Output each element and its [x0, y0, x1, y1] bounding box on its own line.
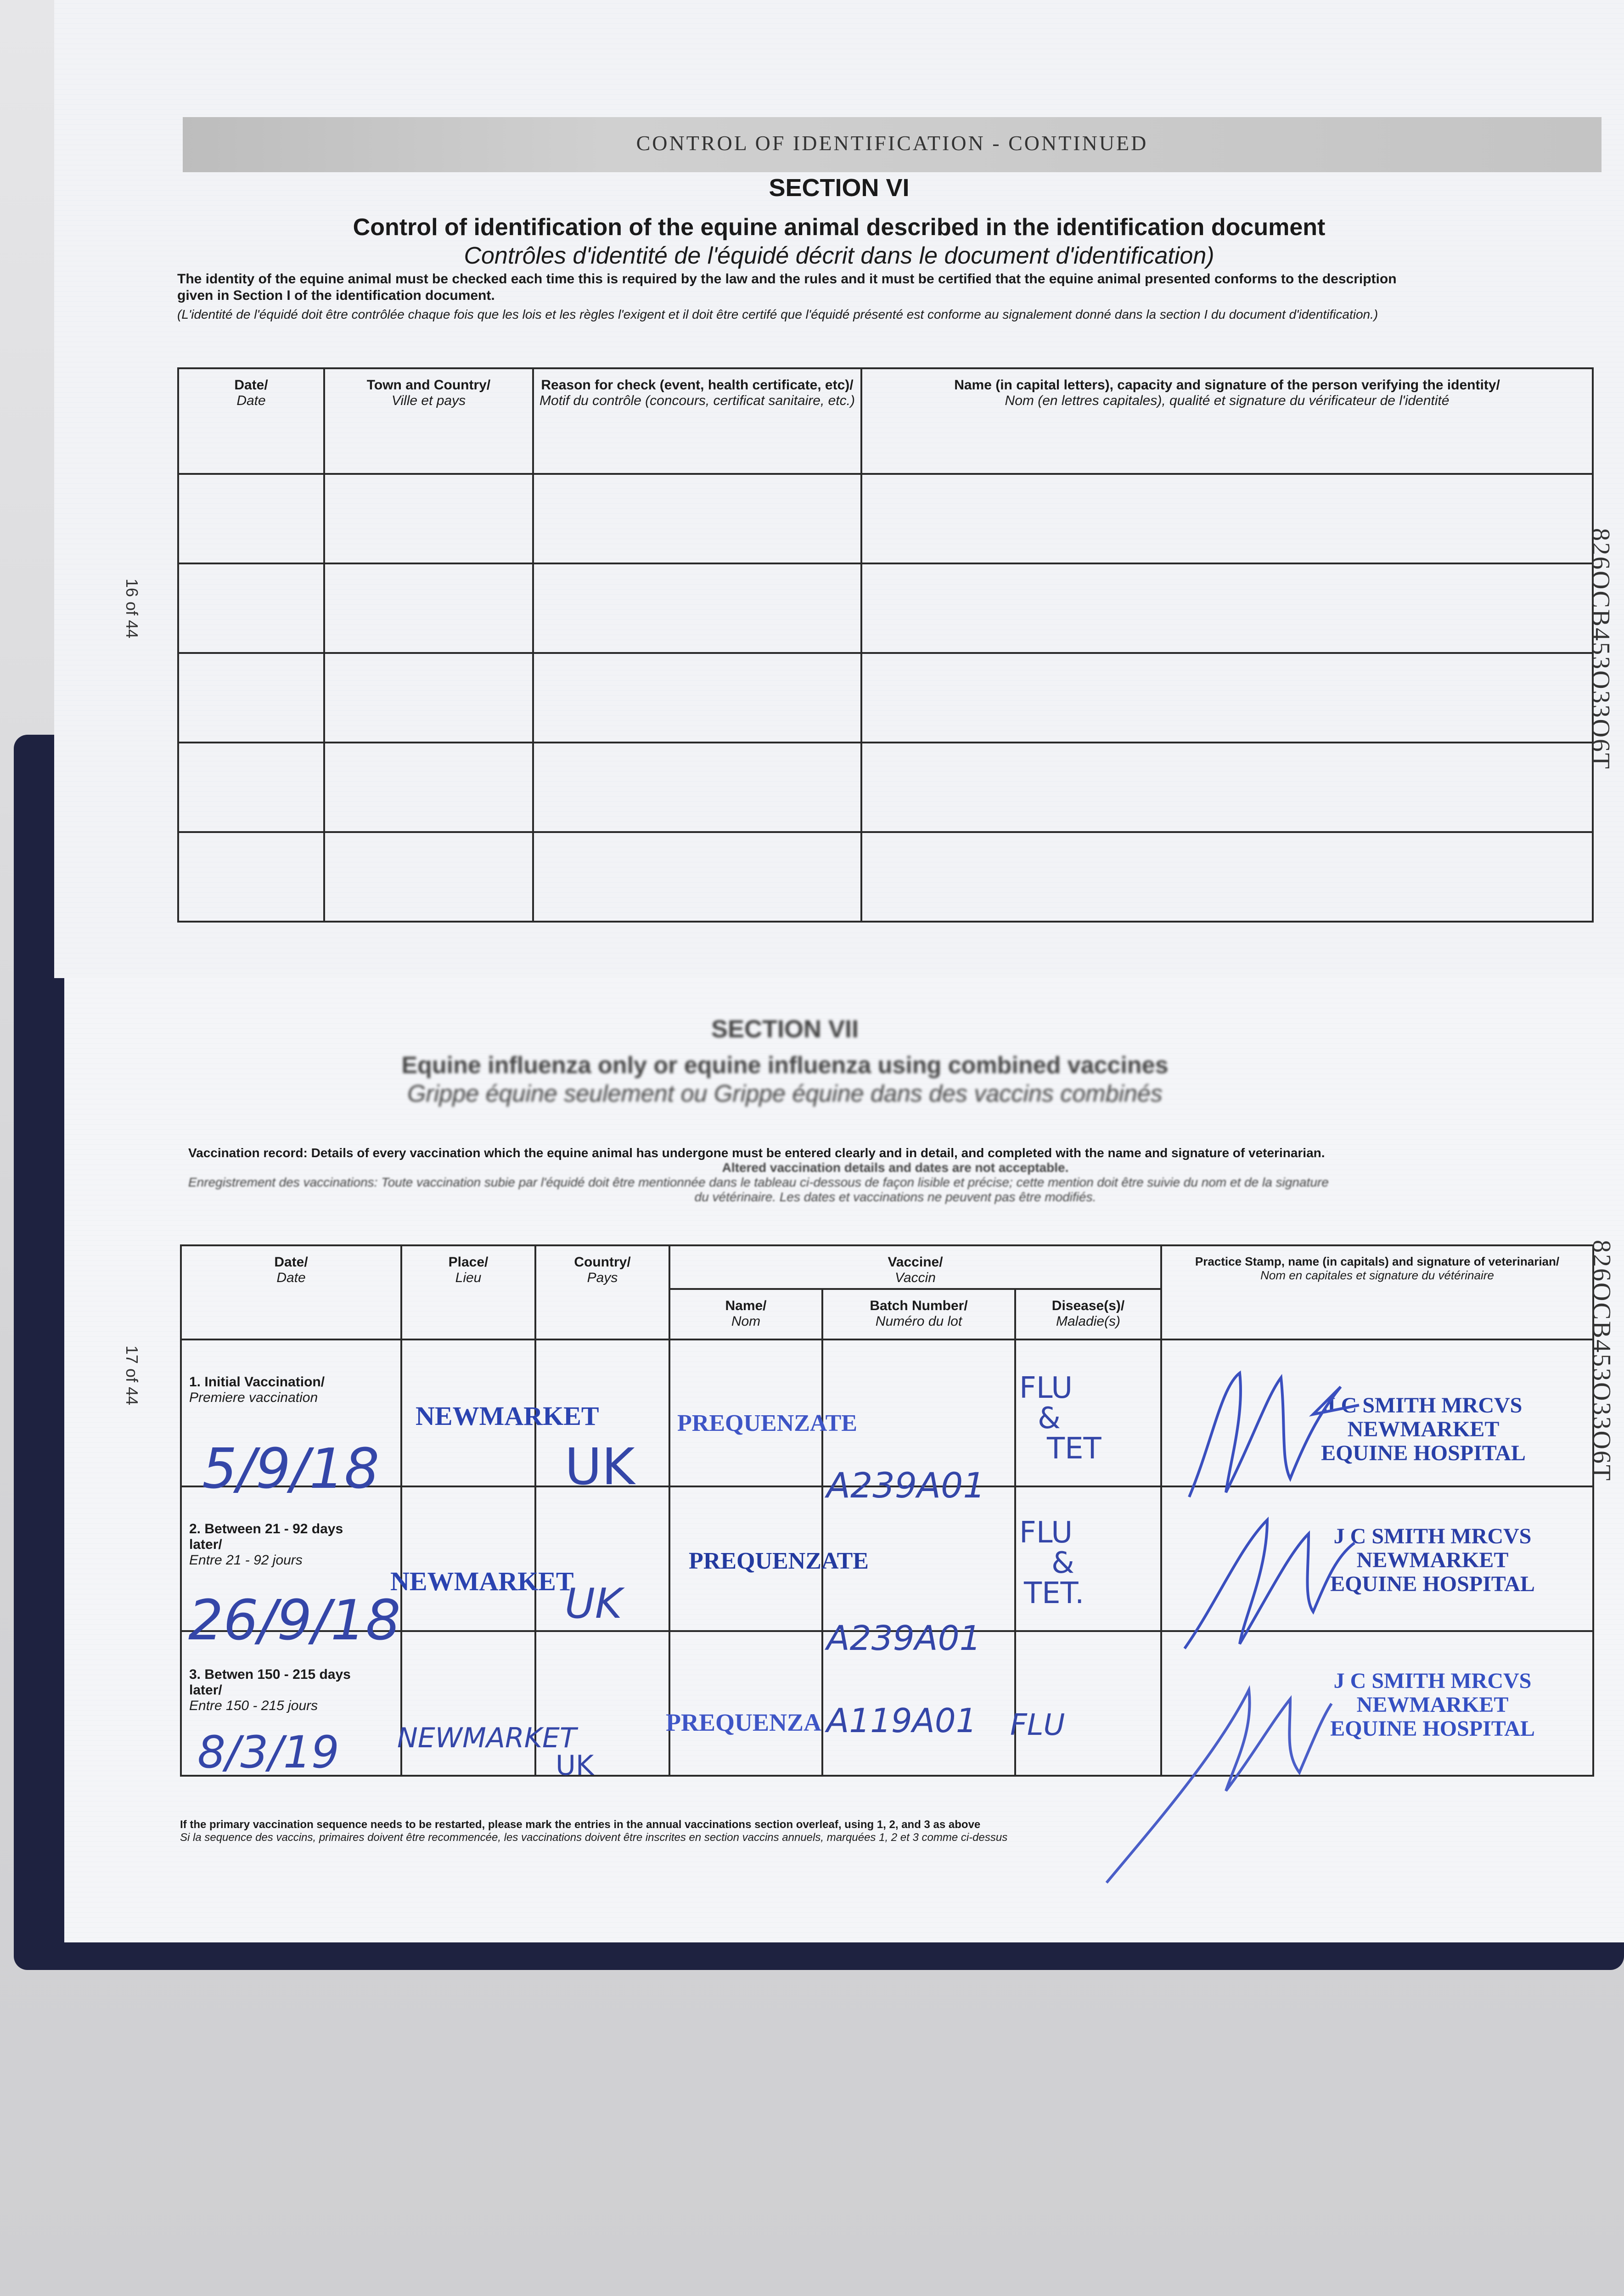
vh-disease-fr: Maladie(s) — [1056, 1314, 1121, 1329]
row-3-disease — [1010, 1708, 1065, 1742]
page-number: 17 of 44 — [123, 1345, 141, 1406]
col-date-fr: Date — [236, 393, 266, 408]
row-3-label-en: 3. Betwen 150 - 215 days later/ — [189, 1667, 351, 1698]
serial-number: 826OCB453O33O6T — [1586, 528, 1615, 771]
row-1-label-fr: Premiere vaccination — [189, 1390, 318, 1405]
row-1-stamp-line-3: EQUINE HOSPITAL — [1321, 1441, 1526, 1465]
vh-place-fr: Lieu — [455, 1270, 482, 1285]
vh-date — [181, 1245, 401, 1339]
record-en: Vaccination record: Details of every vaccination which the equine animal has undergone must be entered clearly and in detail, and completed with the name and signature of veterinarian. — [188, 1146, 1325, 1160]
row-3-stamp-line-2: NEWMARKET — [1356, 1693, 1509, 1717]
row-1-stamp-line-2: NEWMARKET — [1347, 1417, 1500, 1441]
row-2-disease-3: TET. — [1024, 1576, 1085, 1610]
table-header-row — [178, 368, 1593, 474]
section-title: SECTION VI — [769, 174, 910, 202]
section-subtitle-fr: Grippe équine seulement ou Grippe équine dans des vaccins combinés — [407, 1080, 1163, 1107]
intro-line-1: The identity of the equine animal must be checked each time this is required by the law and the rules and it must be certified that the equine animal presented conforms to the description — [177, 271, 1397, 287]
vh-vaccine — [669, 1245, 1161, 1289]
row-1-stamp-line-1: J C SMITH MRCVS — [1324, 1393, 1523, 1418]
vh-batch-en: Batch Number/ — [870, 1298, 968, 1313]
section-subtitle-fr: Contrôles d'identité de l'équidé décrit dans le document d'identification) — [464, 242, 1214, 269]
row-3-vaccine: PREQUENZA — [666, 1709, 822, 1736]
col-verifier-fr: Nom (en lettres capitales), qualité et signature du vérificateur de l'identité — [1005, 393, 1450, 408]
row-2-vaccine: PREQUENZATE — [689, 1548, 869, 1574]
row-3-vet-stamp — [1295, 1669, 1570, 1741]
vh-place — [401, 1245, 535, 1339]
col-reason-fr: Motif du contrôle (concours, certificat sanitaire, etc.) — [539, 393, 855, 408]
vh-name-fr: Nom — [731, 1314, 761, 1329]
row-2-stamp-line-3: EQUINE HOSPITAL — [1330, 1572, 1535, 1596]
section-banner — [183, 117, 1602, 172]
vaccination-record-note — [188, 1146, 1602, 1204]
row-1-label-en: 1. Initial Vaccination/ — [189, 1374, 325, 1390]
row-2-label — [189, 1521, 354, 1568]
vh-place-en: Place/ — [448, 1255, 489, 1270]
row-2-label-fr: Entre 21 - 92 jours — [189, 1553, 303, 1568]
vh-vaccine-en: Vaccine/ — [888, 1255, 943, 1270]
row-3-disease-1: FLU — [1010, 1708, 1065, 1742]
vh-name — [669, 1289, 822, 1339]
row-3-country: UK — [556, 1750, 594, 1782]
row-1-label — [189, 1374, 325, 1406]
page-16 — [54, 0, 1624, 978]
intro-line-2: given in Section I of the identification document. — [177, 288, 495, 303]
row-1-vaccine: PREQUENZATE — [677, 1410, 857, 1436]
vh-disease-en: Disease(s)/ — [1051, 1298, 1125, 1313]
row-2-stamp-line-1: J C SMITH MRCVS — [1333, 1524, 1532, 1548]
vh-batch — [822, 1289, 1015, 1339]
row-2-disease-2: & — [1051, 1546, 1074, 1580]
row-3-stamp-line-1: J C SMITH MRCVS — [1333, 1669, 1532, 1693]
row-2-date: 26/9/18 — [188, 1589, 401, 1653]
vh-practice-en: Practice Stamp, name (in capitals) and signature of veterinarian/ — [1195, 1255, 1560, 1268]
row-3-label — [189, 1667, 373, 1714]
vh-name-en: Name/ — [725, 1298, 767, 1313]
col-town-fr: Ville et pays — [391, 393, 466, 408]
row-1-disease-3: TET — [1047, 1432, 1101, 1466]
footer-note — [180, 1818, 1594, 1844]
vh-date-fr: Date — [276, 1270, 306, 1285]
vh-date-en: Date/ — [274, 1255, 308, 1270]
col-town — [324, 368, 533, 474]
col-town-en: Town and Country/ — [366, 377, 491, 393]
table-row — [178, 832, 1593, 922]
col-reason — [533, 368, 861, 474]
intro-text — [177, 271, 1610, 304]
record-fr-2: du vétérinaire. Les dates et vaccinations ne peuvent pas être modifiés. — [694, 1190, 1096, 1204]
row-2-batch: A239A01 — [826, 1619, 981, 1658]
vh-practice — [1161, 1245, 1593, 1339]
row-2-stamp-line-2: NEWMARKET — [1356, 1548, 1509, 1572]
row-1-signature — [1175, 1359, 1377, 1506]
col-reason-en: Reason for check (event, health certificate, etc)/ — [541, 377, 854, 393]
record-fr: Enregistrement des vaccinations: Toute vaccination subie par l'équidé doit être mentionnée dans le tableau ci-dessous de façon lisible et précise; cette mention doit être suivie du nom et de la signature — [188, 1175, 1329, 1189]
row-2-disease-1: FLU — [1019, 1516, 1073, 1550]
vh-disease — [1015, 1289, 1161, 1339]
footer-en: If the primary vaccination sequence needs to be restarted, please mark the entries in the annual vaccinations section overleaf, using 1, 2, and 3 as above — [180, 1818, 981, 1831]
page-17 — [64, 978, 1624, 1942]
row-2-label-en: 2. Between 21 - 92 days later/ — [189, 1521, 343, 1552]
vh-country — [535, 1245, 669, 1339]
row-3-place: NEWMARKET — [397, 1722, 577, 1754]
row-1-date: 5/9/18 — [202, 1437, 380, 1501]
row-3-label-fr: Entre 150 - 215 jours — [189, 1698, 318, 1713]
footer-fr: Si la sequence des vaccins, primaires doivent être recommencée, les vaccinations doivent être inscrites en section vaccins annuels, marquées 1, 2 et 3 comme ci-dessus — [180, 1831, 1008, 1844]
row-1-place: NEWMARKET — [416, 1401, 599, 1431]
vh-country-en: Country/ — [574, 1255, 631, 1270]
row-3-stamp-line-3: EQUINE HOSPITAL — [1330, 1716, 1535, 1741]
section-subtitle: Control of identification of the equine animal described in the identification document — [353, 214, 1326, 241]
intro-text-fr: (L'identité de l'équidé doit être contrôlée chaque fois que les lois et les règles l'exigent et il doit être certifé que l'équidé présenté est conforme au signalement donné dans la section I du document d'identification.) — [177, 307, 1378, 321]
identity-check-table — [177, 367, 1594, 923]
vh-vaccine-fr: Vaccin — [895, 1270, 936, 1285]
vac-header-row — [181, 1245, 1593, 1289]
row-2-disease — [1019, 1518, 1084, 1609]
col-verifier — [861, 368, 1593, 474]
table-row — [178, 563, 1593, 653]
row-1-disease — [1019, 1373, 1101, 1464]
row-2-country: UK — [565, 1580, 622, 1628]
col-date — [178, 368, 324, 474]
row-1-disease-1: FLU — [1019, 1371, 1073, 1405]
table-row — [178, 653, 1593, 743]
row-3-signature — [1097, 1653, 1336, 1892]
record-en-2: Altered vaccination details and dates are not acceptable. — [722, 1160, 1069, 1175]
row-1-country: UK — [565, 1437, 635, 1496]
col-date-en: Date/ — [234, 377, 268, 393]
table-row — [178, 743, 1593, 832]
vh-practice-fr: Nom en capitales et signature du vétérinaire — [1260, 1268, 1494, 1282]
banner-title: CONTROL OF IDENTIFICATION - CONTINUED — [636, 131, 1148, 155]
row-2-place: NEWMARKET — [390, 1566, 574, 1596]
serial-number: 826OCB453O33O6T — [1587, 1240, 1616, 1482]
row-3-date: 8/3/19 — [197, 1727, 339, 1778]
col-verifier-en: Name (in capital letters), capacity and signature of the person verifying the identity/ — [954, 377, 1500, 393]
section-title: SECTION VII — [711, 1015, 859, 1043]
section-subtitle: Equine influenza only or equine influenza using combined vaccines — [401, 1052, 1169, 1079]
row-3-batch: A119A01 — [826, 1701, 977, 1740]
row-1-batch: A239A01 — [826, 1465, 985, 1506]
vh-batch-fr: Numéro du lot — [875, 1314, 962, 1329]
vh-country-fr: Pays — [587, 1270, 618, 1285]
page-number: 16 of 44 — [123, 579, 141, 639]
row-2-signature — [1175, 1506, 1368, 1658]
table-row — [178, 474, 1593, 563]
row-1-disease-2: & — [1038, 1401, 1061, 1435]
